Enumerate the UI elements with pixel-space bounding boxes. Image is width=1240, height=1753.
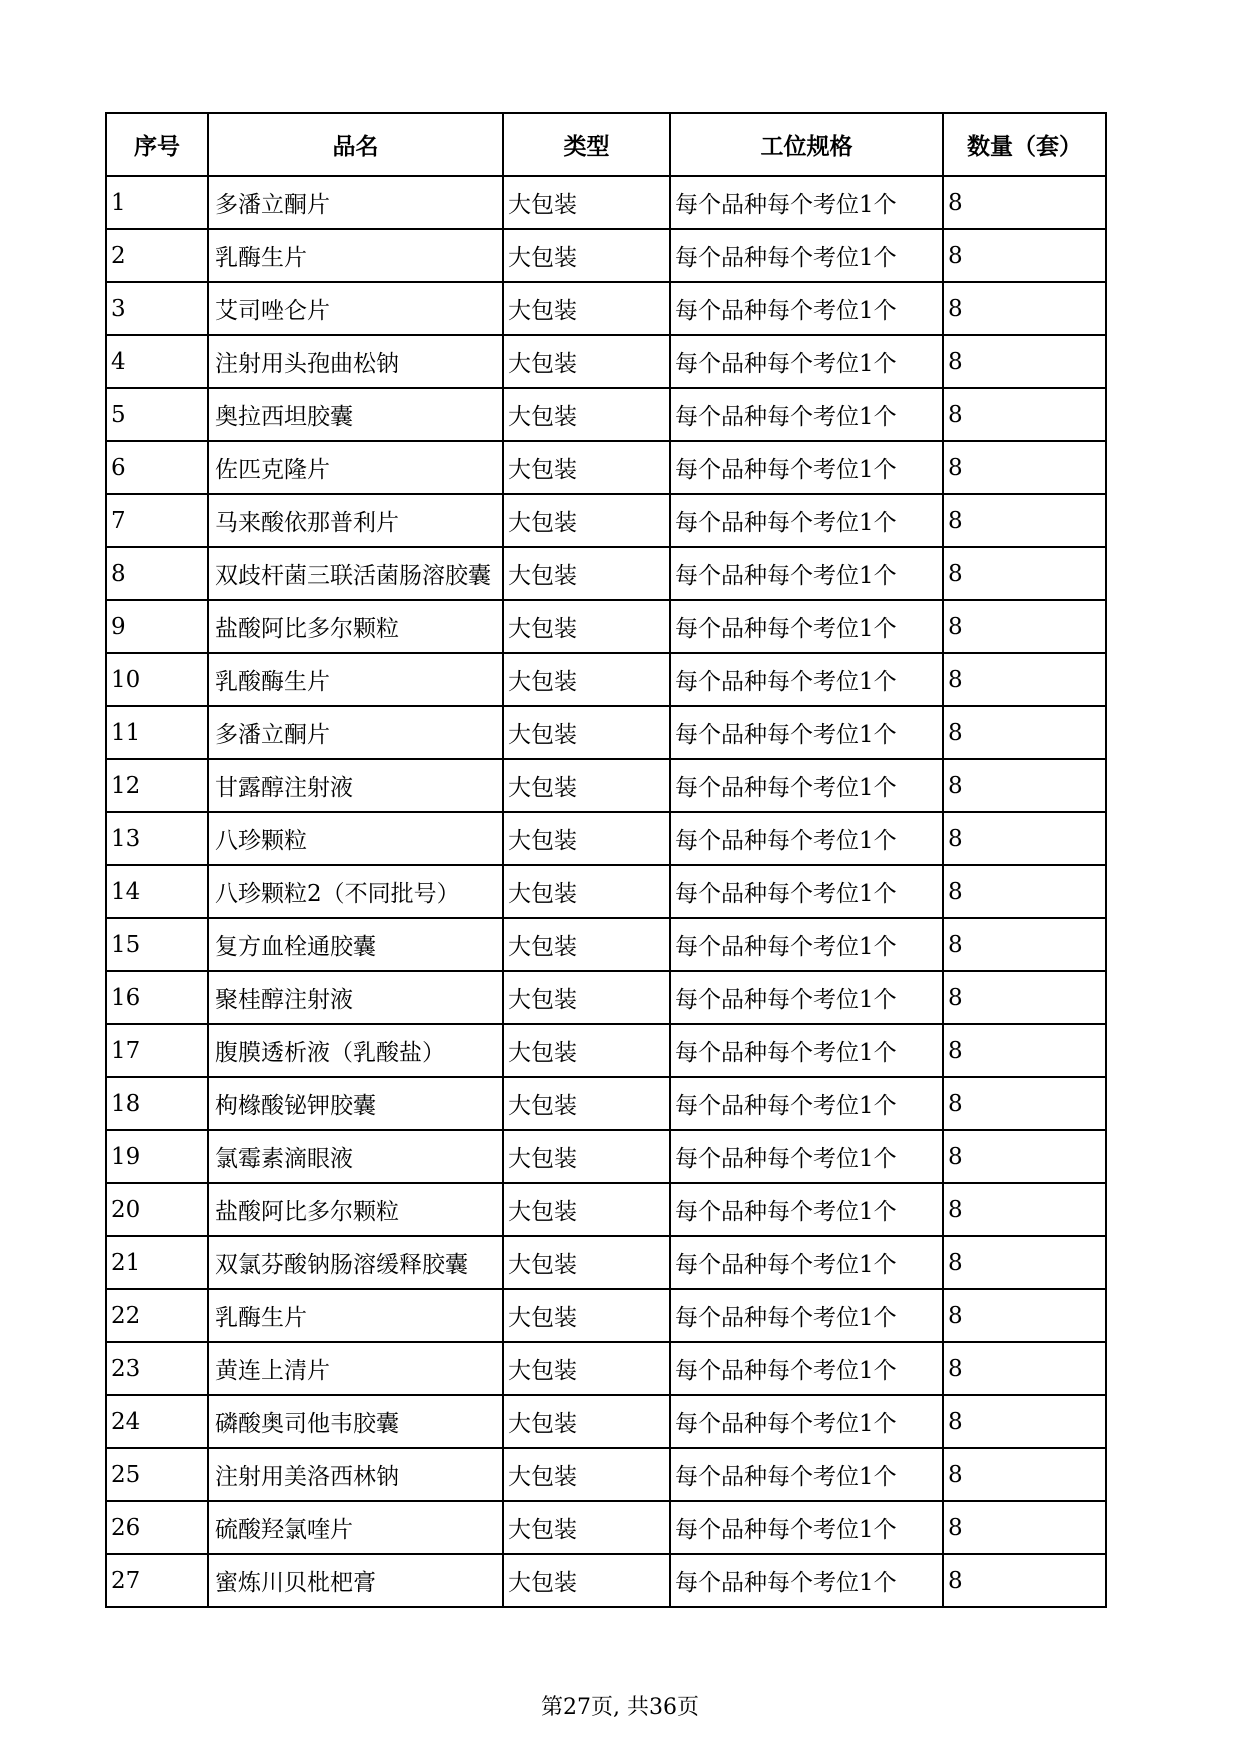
table-row xyxy=(106,865,1106,918)
cell-station-spec: 每个品种每个考位1个 xyxy=(670,812,943,865)
cell-product-name: 枸橼酸铋钾胶囊 xyxy=(208,1077,503,1130)
cell-quantity: 8 xyxy=(943,494,1106,547)
cell-index: 9 xyxy=(106,600,208,653)
cell-index: 12 xyxy=(106,759,208,812)
cell-type: 大包装 xyxy=(503,1289,670,1342)
cell-station-spec: 每个品种每个考位1个 xyxy=(670,229,943,282)
header-quantity: 数量（套） xyxy=(943,113,1106,176)
table-row xyxy=(106,1342,1106,1395)
cell-index: 8 xyxy=(106,547,208,600)
table-row xyxy=(106,1554,1106,1607)
cell-quantity: 8 xyxy=(943,1501,1106,1554)
cell-quantity: 8 xyxy=(943,1077,1106,1130)
cell-index: 27 xyxy=(106,1554,208,1607)
cell-type: 大包装 xyxy=(503,282,670,335)
cell-type: 大包装 xyxy=(503,918,670,971)
cell-product-name: 氯霉素滴眼液 xyxy=(208,1130,503,1183)
cell-type: 大包装 xyxy=(503,441,670,494)
cell-index: 15 xyxy=(106,918,208,971)
table-row xyxy=(106,388,1106,441)
cell-type: 大包装 xyxy=(503,706,670,759)
item-table xyxy=(105,112,1107,1608)
cell-type: 大包装 xyxy=(503,971,670,1024)
cell-station-spec: 每个品种每个考位1个 xyxy=(670,653,943,706)
cell-type: 大包装 xyxy=(503,1395,670,1448)
cell-station-spec: 每个品种每个考位1个 xyxy=(670,1077,943,1130)
table-row xyxy=(106,494,1106,547)
cell-quantity: 8 xyxy=(943,971,1106,1024)
cell-type: 大包装 xyxy=(503,865,670,918)
header-product-name: 品名 xyxy=(208,113,503,176)
cell-type: 大包装 xyxy=(503,1077,670,1130)
table-body xyxy=(106,176,1106,1607)
table-row xyxy=(106,706,1106,759)
cell-quantity: 8 xyxy=(943,335,1106,388)
cell-quantity: 8 xyxy=(943,1024,1106,1077)
cell-type: 大包装 xyxy=(503,812,670,865)
cell-type: 大包装 xyxy=(503,494,670,547)
header-station-spec: 工位规格 xyxy=(670,113,943,176)
cell-quantity: 8 xyxy=(943,865,1106,918)
cell-index: 24 xyxy=(106,1395,208,1448)
table-row xyxy=(106,335,1106,388)
cell-product-name: 乳酸酶生片 xyxy=(208,653,503,706)
cell-index: 1 xyxy=(106,176,208,229)
cell-type: 大包装 xyxy=(503,759,670,812)
cell-index: 6 xyxy=(106,441,208,494)
cell-index: 20 xyxy=(106,1183,208,1236)
table-row xyxy=(106,441,1106,494)
cell-station-spec: 每个品种每个考位1个 xyxy=(670,1183,943,1236)
cell-product-name: 多潘立酮片 xyxy=(208,176,503,229)
cell-product-name: 八珍颗粒 xyxy=(208,812,503,865)
cell-quantity: 8 xyxy=(943,229,1106,282)
cell-station-spec: 每个品种每个考位1个 xyxy=(670,1554,943,1607)
cell-quantity: 8 xyxy=(943,600,1106,653)
cell-index: 11 xyxy=(106,706,208,759)
cell-station-spec: 每个品种每个考位1个 xyxy=(670,494,943,547)
cell-quantity: 8 xyxy=(943,176,1106,229)
cell-index: 22 xyxy=(106,1289,208,1342)
cell-product-name: 蜜炼川贝枇杷膏 xyxy=(208,1554,503,1607)
cell-quantity: 8 xyxy=(943,1130,1106,1183)
cell-station-spec: 每个品种每个考位1个 xyxy=(670,1289,943,1342)
cell-station-spec: 每个品种每个考位1个 xyxy=(670,547,943,600)
cell-station-spec: 每个品种每个考位1个 xyxy=(670,1448,943,1501)
cell-product-name: 双氯芬酸钠肠溶缓释胶囊 xyxy=(208,1236,503,1289)
table-row xyxy=(106,653,1106,706)
cell-product-name: 腹膜透析液（乳酸盐） xyxy=(208,1024,503,1077)
cell-index: 5 xyxy=(106,388,208,441)
cell-type: 大包装 xyxy=(503,600,670,653)
cell-product-name: 磷酸奥司他韦胶囊 xyxy=(208,1395,503,1448)
header-type: 类型 xyxy=(503,113,670,176)
table-row xyxy=(106,229,1106,282)
cell-quantity: 8 xyxy=(943,1236,1106,1289)
cell-quantity: 8 xyxy=(943,547,1106,600)
cell-station-spec: 每个品种每个考位1个 xyxy=(670,600,943,653)
cell-type: 大包装 xyxy=(503,1130,670,1183)
table-row xyxy=(106,1501,1106,1554)
table-row xyxy=(106,918,1106,971)
cell-quantity: 8 xyxy=(943,1448,1106,1501)
cell-station-spec: 每个品种每个考位1个 xyxy=(670,282,943,335)
cell-station-spec: 每个品种每个考位1个 xyxy=(670,1024,943,1077)
table-row xyxy=(106,971,1106,1024)
cell-product-name: 注射用美洛西林钠 xyxy=(208,1448,503,1501)
table-row xyxy=(106,1183,1106,1236)
cell-product-name: 马来酸依那普利片 xyxy=(208,494,503,547)
table-row xyxy=(106,1236,1106,1289)
page-number: 第27页, 共36页 xyxy=(541,1695,699,1720)
cell-station-spec: 每个品种每个考位1个 xyxy=(670,388,943,441)
cell-product-name: 甘露醇注射液 xyxy=(208,759,503,812)
cell-type: 大包装 xyxy=(503,229,670,282)
cell-index: 18 xyxy=(106,1077,208,1130)
cell-type: 大包装 xyxy=(503,176,670,229)
cell-type: 大包装 xyxy=(503,653,670,706)
cell-station-spec: 每个品种每个考位1个 xyxy=(670,918,943,971)
cell-product-name: 注射用头孢曲松钠 xyxy=(208,335,503,388)
cell-station-spec: 每个品种每个考位1个 xyxy=(670,1501,943,1554)
cell-quantity: 8 xyxy=(943,282,1106,335)
cell-quantity: 8 xyxy=(943,388,1106,441)
cell-index: 13 xyxy=(106,812,208,865)
cell-product-name: 硫酸羟氯喹片 xyxy=(208,1501,503,1554)
cell-product-name: 艾司唑仑片 xyxy=(208,282,503,335)
cell-station-spec: 每个品种每个考位1个 xyxy=(670,1236,943,1289)
cell-type: 大包装 xyxy=(503,547,670,600)
table-row xyxy=(106,600,1106,653)
cell-station-spec: 每个品种每个考位1个 xyxy=(670,335,943,388)
cell-index: 26 xyxy=(106,1501,208,1554)
table-row xyxy=(106,547,1106,600)
table-row xyxy=(106,812,1106,865)
cell-type: 大包装 xyxy=(503,1183,670,1236)
cell-product-name: 黄连上清片 xyxy=(208,1342,503,1395)
table-row xyxy=(106,1395,1106,1448)
table-row xyxy=(106,176,1106,229)
cell-quantity: 8 xyxy=(943,1289,1106,1342)
cell-index: 17 xyxy=(106,1024,208,1077)
table-row xyxy=(106,1024,1106,1077)
table-row xyxy=(106,1289,1106,1342)
cell-quantity: 8 xyxy=(943,1554,1106,1607)
cell-index: 19 xyxy=(106,1130,208,1183)
cell-quantity: 8 xyxy=(943,441,1106,494)
cell-type: 大包装 xyxy=(503,1448,670,1501)
table-row xyxy=(106,1448,1106,1501)
cell-station-spec: 每个品种每个考位1个 xyxy=(670,1395,943,1448)
cell-station-spec: 每个品种每个考位1个 xyxy=(670,706,943,759)
table-row xyxy=(106,1077,1106,1130)
cell-station-spec: 每个品种每个考位1个 xyxy=(670,1130,943,1183)
cell-type: 大包装 xyxy=(503,388,670,441)
cell-index: 14 xyxy=(106,865,208,918)
cell-quantity: 8 xyxy=(943,706,1106,759)
cell-product-name: 双歧杆菌三联活菌肠溶胶囊 xyxy=(208,547,503,600)
cell-product-name: 八珍颗粒2（不同批号） xyxy=(208,865,503,918)
cell-type: 大包装 xyxy=(503,1236,670,1289)
cell-type: 大包装 xyxy=(503,1342,670,1395)
cell-quantity: 8 xyxy=(943,1342,1106,1395)
cell-product-name: 多潘立酮片 xyxy=(208,706,503,759)
cell-index: 21 xyxy=(106,1236,208,1289)
cell-quantity: 8 xyxy=(943,759,1106,812)
cell-station-spec: 每个品种每个考位1个 xyxy=(670,971,943,1024)
cell-quantity: 8 xyxy=(943,1395,1106,1448)
cell-station-spec: 每个品种每个考位1个 xyxy=(670,865,943,918)
cell-index: 3 xyxy=(106,282,208,335)
cell-index: 2 xyxy=(106,229,208,282)
cell-station-spec: 每个品种每个考位1个 xyxy=(670,759,943,812)
cell-station-spec: 每个品种每个考位1个 xyxy=(670,1342,943,1395)
cell-quantity: 8 xyxy=(943,918,1106,971)
cell-index: 16 xyxy=(106,971,208,1024)
header-index: 序号 xyxy=(106,113,208,176)
cell-product-name: 聚桂醇注射液 xyxy=(208,971,503,1024)
cell-index: 25 xyxy=(106,1448,208,1501)
cell-index: 4 xyxy=(106,335,208,388)
cell-index: 7 xyxy=(106,494,208,547)
cell-type: 大包装 xyxy=(503,1024,670,1077)
cell-quantity: 8 xyxy=(943,653,1106,706)
cell-product-name: 盐酸阿比多尔颗粒 xyxy=(208,1183,503,1236)
cell-product-name: 乳酶生片 xyxy=(208,1289,503,1342)
cell-type: 大包装 xyxy=(503,1501,670,1554)
cell-quantity: 8 xyxy=(943,1183,1106,1236)
table-row xyxy=(106,759,1106,812)
cell-station-spec: 每个品种每个考位1个 xyxy=(670,441,943,494)
table-row xyxy=(106,1130,1106,1183)
cell-product-name: 盐酸阿比多尔颗粒 xyxy=(208,600,503,653)
cell-index: 10 xyxy=(106,653,208,706)
cell-product-name: 奥拉西坦胶囊 xyxy=(208,388,503,441)
cell-quantity: 8 xyxy=(943,812,1106,865)
cell-type: 大包装 xyxy=(503,1554,670,1607)
cell-station-spec: 每个品种每个考位1个 xyxy=(670,176,943,229)
table-header-row xyxy=(106,113,1106,176)
cell-index: 23 xyxy=(106,1342,208,1395)
cell-type: 大包装 xyxy=(503,335,670,388)
cell-product-name: 复方血栓通胶囊 xyxy=(208,918,503,971)
table-row xyxy=(106,282,1106,335)
cell-product-name: 乳酶生片 xyxy=(208,229,503,282)
cell-product-name: 佐匹克隆片 xyxy=(208,441,503,494)
